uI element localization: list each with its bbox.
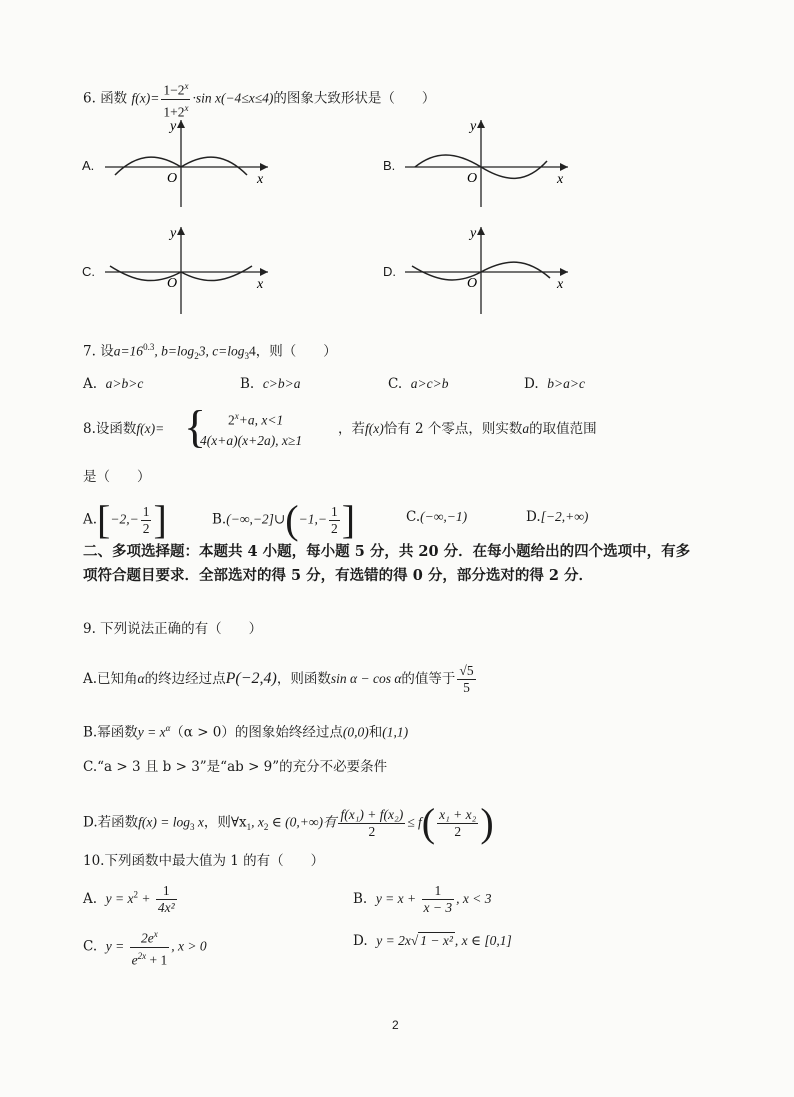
- q8-option-d: D.[−2,+∞): [526, 509, 589, 525]
- q6-graph-b-x-label: x: [557, 172, 564, 187]
- q6-graph-d: [400, 222, 575, 317]
- q9-option-c: C.“a > 3 且 b > 3”是“ab > 9”的充分不必要条件: [83, 759, 388, 775]
- q9-stem: 9. 下列说法正确的有（ ）: [83, 621, 263, 637]
- q6-graph-a-y-label: y: [170, 119, 177, 134]
- q6-option-a-label: A.: [82, 158, 95, 173]
- q6-option-b-label: B.: [383, 158, 396, 173]
- q6-graph-d-y-label: y: [470, 226, 477, 241]
- q7-option-a: A. a>b>c: [83, 376, 144, 392]
- q6-option-d-label: D.: [383, 264, 396, 279]
- q6-stem: 6. 函数 f(x)= $\frac{1-2^x}{1+2^x}$ ·sin x(−4≤x≤4)的图象大致形状是（ ）: [83, 78, 435, 120]
- q6-graph-c-x-label: x: [257, 277, 264, 292]
- page-number: 2: [392, 1018, 399, 1032]
- q6-graph-c-origin: O: [167, 276, 178, 291]
- q8-stem-prefix: 8.设函数f(x)=: [83, 421, 165, 437]
- q7-option-c: C. a>c>b: [388, 376, 449, 392]
- q10-option-c: C. y = $\frac{2e^x}{e^{2x} + 1}$ , x > 0: [83, 926, 207, 968]
- q8-brace: {: [184, 401, 207, 452]
- q7-option-b: B. c>b>a: [240, 376, 301, 392]
- q6-graph-b-origin: O: [467, 171, 478, 186]
- q8-stem-suffix: ，若f(x)恰有 2 个零点，则实数a的取值范围: [338, 421, 597, 437]
- q8-stem-line2: 是（ ）: [83, 469, 151, 485]
- section-2-heading: 二、多项选择题：本题共 4 小题，每小题 5 分，共 20 分．在每小题给出的四个选项中，有多项符合题目要求．全部选对的得 5 分，有选错的得 0 分，部分选对的得 2 分．: [83, 543, 691, 584]
- q7-option-d: D. b>a>c: [524, 376, 585, 392]
- q6-graph-b-y-label: y: [470, 119, 477, 134]
- q10-option-b: B. y = x + $\frac{1}{x - 3}$ , x < 3: [353, 883, 492, 915]
- q7-stem: 7. 设$a=16^{0.3}$, $b=\log_23$, $c=\log_34$，则（ ）: [83, 342, 337, 362]
- q6-graph-d-x-label: x: [557, 277, 564, 292]
- q10-option-d: D. y = 2x√ 1 − x² , x ∈ [0,1]: [353, 933, 512, 949]
- q8-case-1: $2^x+a$, x<1: [228, 411, 284, 428]
- q6-graph-c: [100, 222, 275, 317]
- q10-option-a: A. $y = x^2$ + $\frac{1}{\text{4x²}}$: [83, 883, 175, 915]
- q6-graph-b: [400, 115, 575, 210]
- q9-option-a: A.已知角α的终边经过点P(−2,4)，则函数sin α − cos α的值等于 $\frac{√5}{5}$: [83, 663, 474, 695]
- q6-graph-c-y-label: y: [170, 226, 177, 241]
- q9-option-b: B.幂函数$y = x^\alpha(\alpha > 0)$的图象始终经过点(0,0)和(1,1): [83, 723, 409, 741]
- q6-graph-d-origin: O: [467, 276, 478, 291]
- q8-option-c: C.(−∞,−1): [406, 509, 468, 525]
- q6-option-c-label: C.: [82, 264, 95, 279]
- q8-case-2: 4(x+a)(x+2a), x≥1: [200, 433, 303, 448]
- q10-stem: 10.下列函数中最大值为 1 的有（ ）: [83, 853, 325, 869]
- q9-option-d: D.若函数$f(x) = \log_3 x$，则$\forall x_1$, $x_2$ ∈ (0,+∞)有 $\frac{\text{f(x₁) + f(x₂)}}{2}$ ≤ f( $\frac{\text{x₁ + x₂}}{2}$ ): [83, 800, 494, 845]
- q6-graph-a: [100, 115, 275, 210]
- q6-graph-a-origin: O: [167, 171, 178, 186]
- q6-graph-a-x-label: x: [257, 172, 264, 187]
- q8-option-b: B.(−∞,−2]∪(−1,− $\frac{1}{2}$ ]: [212, 497, 356, 542]
- q8-option-a: A.[−2,− $\frac{1}{2}$ ]: [83, 497, 167, 542]
